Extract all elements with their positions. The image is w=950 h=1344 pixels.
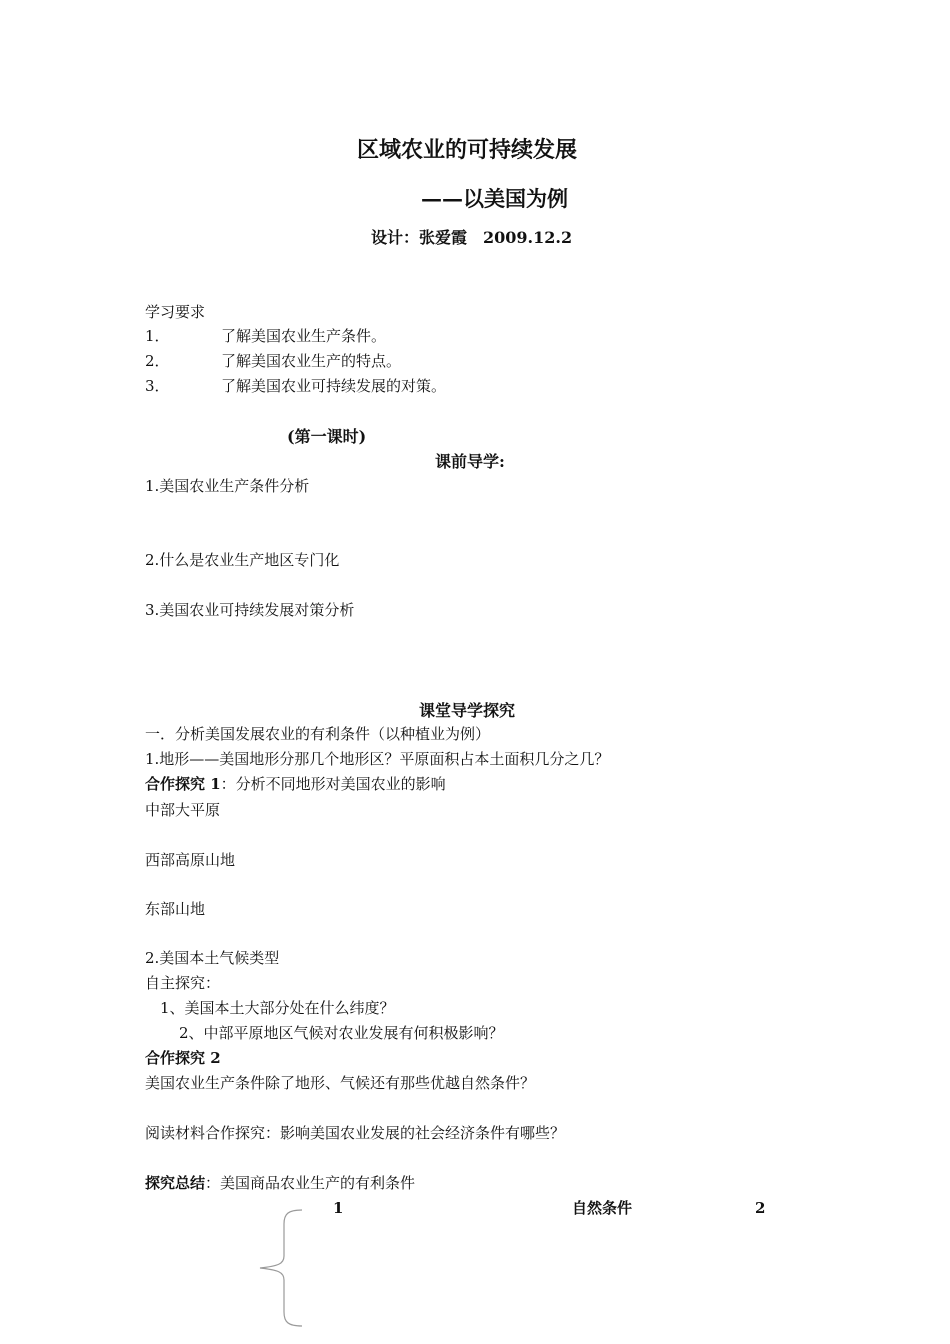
- region-western-highlands: 西部高原山地: [145, 851, 236, 869]
- reading-inquiry: 阅读材料合作探究：影响美国农业发展的社会经济条件有哪些？: [145, 1124, 566, 1142]
- summary-row-number-2: 2: [755, 1199, 766, 1217]
- self-study-label: 自主探究：: [145, 974, 221, 992]
- coop-inquiry-2-label: 合作探究 2: [145, 1049, 221, 1067]
- doc-title: 区域农业的可持续发展: [357, 137, 578, 163]
- inquiry-summary: [145, 1173, 415, 1193]
- requirement-num-1: 1．: [145, 327, 170, 345]
- coop-inquiry-1-text: ：分析不同地形对美国农业的影响: [220, 775, 446, 793]
- self-study-question-2: 2、中部平原地区气候对农业发展有何积极影响？: [179, 1024, 504, 1042]
- coop-inquiry-2-text: 美国农业生产条件除了地形、气候还有那些优越自然条件？: [145, 1074, 536, 1092]
- preclass-question-3: 3.美国农业可持续发展对策分析: [145, 601, 355, 619]
- preclass-heading: 课前导学:: [435, 452, 505, 471]
- classroom-heading: 课堂导学探究: [419, 701, 516, 720]
- summary-row-number-1: 1: [333, 1199, 344, 1217]
- requirement-text-1: 了解美国农业生产条件。: [221, 327, 387, 345]
- inquiry-summary-text: ：美国商品农业生产的有利条件: [205, 1174, 416, 1192]
- lesson-label: (第一课时): [287, 427, 367, 446]
- preclass-question-1: 1.美国农业生产条件分析: [145, 477, 310, 495]
- author-line: 设计：张爱霞 2009.12.2: [371, 228, 573, 247]
- inquiry-summary-label: 探究总结: [145, 1174, 206, 1192]
- doc-subtitle: ——以美国为例: [421, 186, 568, 211]
- left-brace-icon: [252, 1208, 312, 1328]
- natural-conditions-label: 自然条件: [572, 1199, 633, 1217]
- self-study-question-1: 1、美国本土大部分处在什么纬度？: [160, 999, 395, 1017]
- climate-heading: 2.美国本土气候类型: [145, 949, 280, 967]
- requirement-num-3: 3．: [145, 377, 170, 395]
- requirement-text-2: 了解美国农业生产的特点。: [221, 352, 402, 370]
- coop-inquiry-1-label: 合作探究 1: [145, 775, 221, 793]
- region-central-plain: 中部大平原: [145, 801, 221, 819]
- requirements-heading: 学习要求: [145, 303, 206, 321]
- region-eastern-mountains: 东部山地: [145, 900, 206, 918]
- preclass-question-2: 2.什么是农业生产地区专门化: [145, 551, 340, 569]
- section-one-title: 一．分析美国发展农业的有利条件（以种植业为例）: [145, 725, 491, 743]
- requirement-text-3: 了解美国农业可持续发展的对策。: [221, 377, 447, 395]
- terrain-question: 1.地形——美国地形分那几个地形区？平原面积占本土面积几分之几？: [145, 750, 610, 768]
- requirement-num-2: 2．: [145, 352, 170, 370]
- coop-inquiry-1: [145, 774, 446, 794]
